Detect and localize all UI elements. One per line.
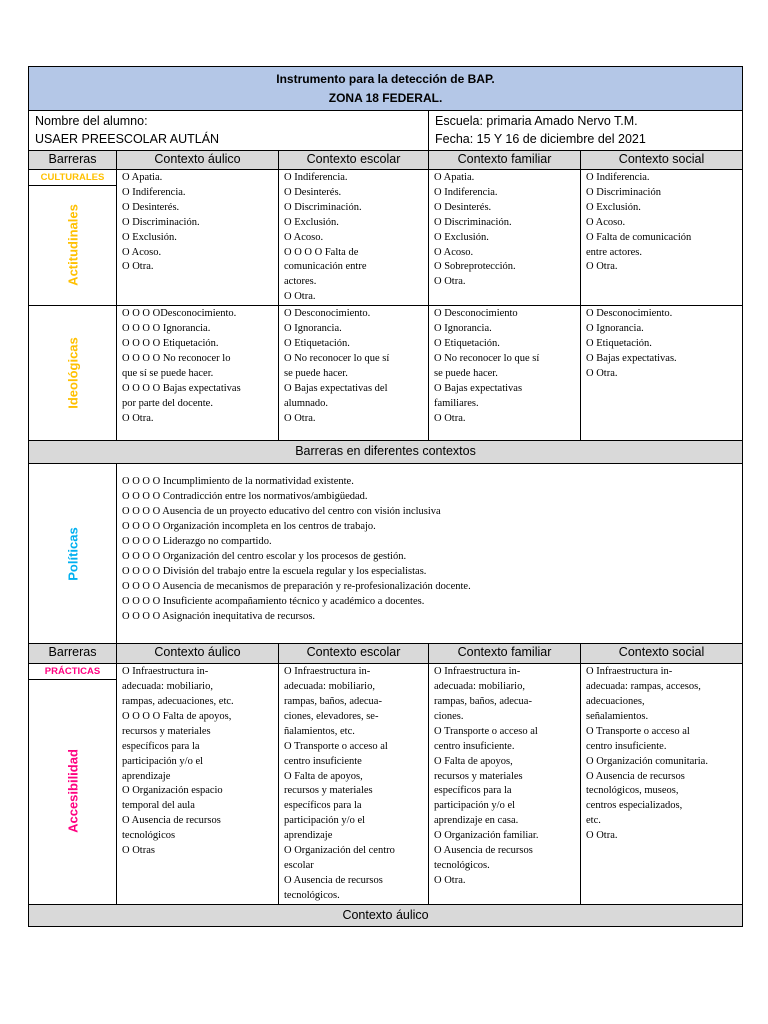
list-item: O Transporte o acceso al xyxy=(434,725,538,737)
header-contexto-escolar-2: Contexto escolar xyxy=(279,644,429,664)
contexto-aulico-footer-row: Contexto áulico xyxy=(29,905,743,927)
ideologicas-escolar xyxy=(279,306,429,441)
list-item: familiares. xyxy=(434,397,479,409)
list-item: O Otra. xyxy=(586,830,618,842)
student-name-label: Nombre del alumno: xyxy=(35,114,148,128)
list-item: tecnológicos. xyxy=(284,889,340,901)
list-item: O Transporte o acceso al xyxy=(586,725,690,737)
list-item: O Infraestructura in- xyxy=(586,666,673,678)
list-item: O O O O Ignorancia. xyxy=(122,323,211,335)
list-item: O Falta de comunicación xyxy=(586,231,692,243)
list-item: aprendizaje en casa. xyxy=(434,815,519,827)
list-item: O Sobreprotección. xyxy=(434,261,516,273)
list-item: O Otra. xyxy=(434,874,466,886)
list-item: centro insuficiente. xyxy=(434,740,515,752)
list-item: entre actores. xyxy=(586,246,642,258)
list-item: O O O ODesconocimiento. xyxy=(122,308,237,320)
accesibilidad-familiar xyxy=(429,664,581,905)
accesibilidad-aulico xyxy=(117,664,279,905)
list-item: temporal del aula xyxy=(122,800,195,812)
list-item: rampas, baños, adecua- xyxy=(284,695,382,707)
list-item: O Apatia. xyxy=(122,172,163,183)
list-item: O Ignorancia. xyxy=(434,323,492,335)
list-item: O O O O Falta de xyxy=(284,246,359,258)
list-item: rampas, adecuaciones, etc. xyxy=(122,695,234,707)
list-item: O Bajas expectativas xyxy=(434,382,523,394)
list-item: alumnado. xyxy=(284,397,329,409)
list-item: O Otra. xyxy=(122,412,154,424)
accesibilidad-label-cell xyxy=(29,664,117,905)
list-item: adecuada: mobiliario, xyxy=(434,681,525,693)
list-item: O O O O Organización incompleta en los centros de trabajo. xyxy=(122,521,376,533)
list-item: recursos y materiales xyxy=(122,725,211,737)
header-barreras-2: Barreras xyxy=(29,644,117,664)
list-item: O Apatia. xyxy=(434,172,475,183)
list-item: O Discriminación. xyxy=(434,216,512,228)
title-line-2: ZONA 18 FEDERAL. xyxy=(328,91,443,105)
list-item: O Organización comunitaria. xyxy=(586,755,708,767)
ideologicas-familiar xyxy=(429,306,581,441)
list-item: O O O O Organización del centro escolar y los procesos de gestión. xyxy=(122,551,407,563)
list-item: tecnológicos xyxy=(122,830,176,842)
practicas-tag: PRÁCTICAS xyxy=(29,664,116,680)
list-item: se puede hacer. xyxy=(434,367,498,379)
ideologicas-label-cell xyxy=(29,306,117,441)
list-item: O Etiquetación. xyxy=(434,337,500,349)
list-item: adecuada: mobiliario, xyxy=(122,681,213,693)
actitudinales-label: Actitudinales xyxy=(65,204,80,286)
list-item: O Etiquetación. xyxy=(586,337,652,349)
accesibilidad-social xyxy=(581,664,743,905)
list-item: O Otra. xyxy=(122,261,154,273)
diferentes-contextos-row: Barreras en diferentes contextos xyxy=(29,441,743,464)
list-item: O Desinterés. xyxy=(434,201,492,213)
list-item: O Ausencia de recursos xyxy=(434,845,533,857)
list-item: comunicación entre xyxy=(284,261,367,273)
list-item: O O O O Contradicción entre los normativos/ambigüedad. xyxy=(122,491,368,503)
student-info xyxy=(29,111,429,151)
accesibilidad-label: Accesibilidad xyxy=(65,749,80,834)
list-item: recursos y materiales xyxy=(434,770,523,782)
politicas-list xyxy=(117,464,743,644)
list-item: aprendizaje xyxy=(284,830,333,842)
list-item: O Acoso. xyxy=(434,246,474,258)
politicas-label: Políticas xyxy=(65,526,80,581)
list-item: O Exclusión. xyxy=(122,231,177,243)
list-item: O O O O Asignación inequitativa de recursos. xyxy=(122,611,316,623)
list-item: O Bajas expectativas del xyxy=(284,382,388,394)
list-item: ciones. xyxy=(434,710,464,722)
list-item: O Falta de apoyos, xyxy=(284,770,363,782)
list-item: por parte del docente. xyxy=(122,397,213,409)
list-item: etc. xyxy=(586,815,601,827)
list-item: O Indiferencia. xyxy=(122,186,186,198)
list-item: O Indiferencia. xyxy=(284,172,348,183)
list-item: O O O O Insuficiente acompañamiento técnico y académico a docentes. xyxy=(122,596,425,608)
list-item: ciones, elevadores, se- xyxy=(284,710,379,722)
list-item: O Otra. xyxy=(434,276,466,288)
list-item: O Bajas expectativas. xyxy=(586,352,677,364)
list-item: O Etiquetación. xyxy=(284,337,350,349)
list-item: O Desconocimiento. xyxy=(586,308,673,320)
list-item: adecuada: mobiliario, xyxy=(284,681,375,693)
list-item: actores. xyxy=(284,276,317,288)
list-item: escolar xyxy=(284,859,314,871)
list-item: señalamientos. xyxy=(586,710,649,722)
school-name: Escuela: primaria Amado Nervo T.M. xyxy=(435,114,638,128)
list-item: O Otra. xyxy=(284,412,316,424)
list-item: O Ignorancia. xyxy=(284,323,342,335)
list-item: participación y/o el xyxy=(434,800,516,812)
list-item: O Discriminación xyxy=(586,186,661,198)
actitudinales-social xyxy=(581,170,743,306)
list-item: O Otra. xyxy=(586,261,618,273)
list-item: O O O O Bajas expectativas xyxy=(122,382,241,394)
list-item: O Ausencia de recursos xyxy=(284,874,383,886)
list-item: O Exclusión. xyxy=(434,231,489,243)
list-item: O Acoso. xyxy=(586,216,626,228)
list-item: tecnológicos. xyxy=(434,859,490,871)
list-item: específicos para la xyxy=(122,740,200,752)
list-item: O O O O Etiquetación. xyxy=(122,337,219,349)
header-contexto-aulico-2: Contexto áulico xyxy=(117,644,279,664)
header-contexto-social: Contexto social xyxy=(581,151,743,170)
usaer-name: USAER PREESCOLAR AUTLÁN xyxy=(35,132,220,146)
list-item: O Infraestructura in- xyxy=(434,666,521,678)
list-item: O Exclusión. xyxy=(586,201,641,213)
list-item: O Ignorancia. xyxy=(586,323,644,335)
list-item: recursos y materiales xyxy=(284,785,373,797)
list-item: centro insuficiente xyxy=(284,755,362,767)
list-item: O No reconocer lo que sí xyxy=(434,352,540,364)
school-info xyxy=(429,111,743,151)
list-item: O Desinterés. xyxy=(284,186,342,198)
list-item: O Ausencia de recursos xyxy=(122,815,221,827)
list-item: O Infraestructura in- xyxy=(122,666,209,678)
accesibilidad-escolar xyxy=(279,664,429,905)
list-item: adecuaciones, xyxy=(586,695,645,707)
header-contexto-aulico: Contexto áulico xyxy=(117,151,279,170)
list-item: O Discriminación. xyxy=(284,201,362,213)
list-item: O Transporte o acceso al xyxy=(284,740,388,752)
list-item: O Organización espacio xyxy=(122,785,223,797)
list-item: O Organización del centro xyxy=(284,845,395,857)
list-item: centro insuficiente. xyxy=(586,740,667,752)
header-contexto-familiar-2: Contexto familiar xyxy=(429,644,581,664)
bap-table xyxy=(28,66,743,927)
list-item: O Otra. xyxy=(284,291,316,303)
list-item: O Exclusión. xyxy=(284,216,339,228)
ideologicas-social xyxy=(581,306,743,441)
list-item: O O O O Liderazgo no compartido. xyxy=(122,536,272,548)
list-item: específicos para la xyxy=(434,785,512,797)
header-contexto-escolar: Contexto escolar xyxy=(279,151,429,170)
header-contexto-social-2: Contexto social xyxy=(581,644,743,664)
list-item: O Infraestructura in- xyxy=(284,666,371,678)
list-item: O Otra. xyxy=(434,412,466,424)
bap-detection-form xyxy=(28,66,742,927)
actitudinales-familiar xyxy=(429,170,581,306)
list-item: O Acoso. xyxy=(122,246,162,258)
list-item: participación y/o el xyxy=(122,755,204,767)
list-item: que sí se puede hacer. xyxy=(122,367,214,379)
list-item: adecuada: rampas, accesos, xyxy=(586,681,701,693)
form-title xyxy=(29,67,743,111)
date-text: Fecha: 15 Y 16 de diciembre del 2021 xyxy=(435,132,646,146)
list-item: O Otras xyxy=(122,845,155,857)
politicas-label-cell xyxy=(29,464,117,644)
actitudinales-aulico xyxy=(117,170,279,306)
actitudinales-escolar xyxy=(279,170,429,306)
list-item: O O O O No reconocer lo xyxy=(122,352,231,364)
list-item: O Discriminación. xyxy=(122,216,200,228)
list-item: O O O O Ausencia de un proyecto educativo del centro con visión inclusiva xyxy=(122,506,441,518)
list-item: centros especializados, xyxy=(586,800,683,812)
header-contexto-familiar: Contexto familiar xyxy=(429,151,581,170)
ideologicas-aulico xyxy=(117,306,279,441)
list-item: ñalamientos, etc. xyxy=(284,725,355,737)
list-item: O No reconocer lo que sí xyxy=(284,352,390,364)
culturales-tag: CULTURALES xyxy=(29,170,116,186)
list-item: O Falta de apoyos, xyxy=(434,755,513,767)
list-item: O O O O Falta de apoyos, xyxy=(122,710,232,722)
list-item: tecnológicos, museos, xyxy=(586,785,679,797)
list-item: O Ausencia de recursos xyxy=(586,770,685,782)
list-item: O Desinterés. xyxy=(122,201,180,213)
list-item: O Desconocimiento. xyxy=(284,308,371,320)
header-barreras: Barreras xyxy=(29,151,117,170)
list-item: específicos para la xyxy=(284,800,362,812)
list-item: aprendizaje xyxy=(122,770,171,782)
actitudinales-label-cell xyxy=(29,170,117,306)
list-item: O Acoso. xyxy=(284,231,324,243)
list-item: O Indiferencia. xyxy=(434,186,498,198)
list-item: se puede hacer. xyxy=(284,367,348,379)
list-item: rampas, baños, adecua- xyxy=(434,695,532,707)
list-item: O O O O Ausencia de mecanismos de preparación y re-profesionalización docente. xyxy=(122,581,471,593)
list-item: O Organización familiar. xyxy=(434,830,539,842)
list-item: participación y/o el xyxy=(284,815,366,827)
title-line-1: Instrumento para la detección de BAP. xyxy=(276,72,495,86)
ideologicas-label: Ideológicas xyxy=(65,337,80,409)
list-item: O O O O Incumplimiento de la normatividad existente. xyxy=(122,476,354,488)
list-item: O Indiferencia. xyxy=(586,172,650,183)
list-item: O Otra. xyxy=(586,367,618,379)
list-item: O Desconocimiento xyxy=(434,308,518,320)
list-item: O O O O División del trabajo entre la escuela regular y los especialistas. xyxy=(122,566,427,578)
